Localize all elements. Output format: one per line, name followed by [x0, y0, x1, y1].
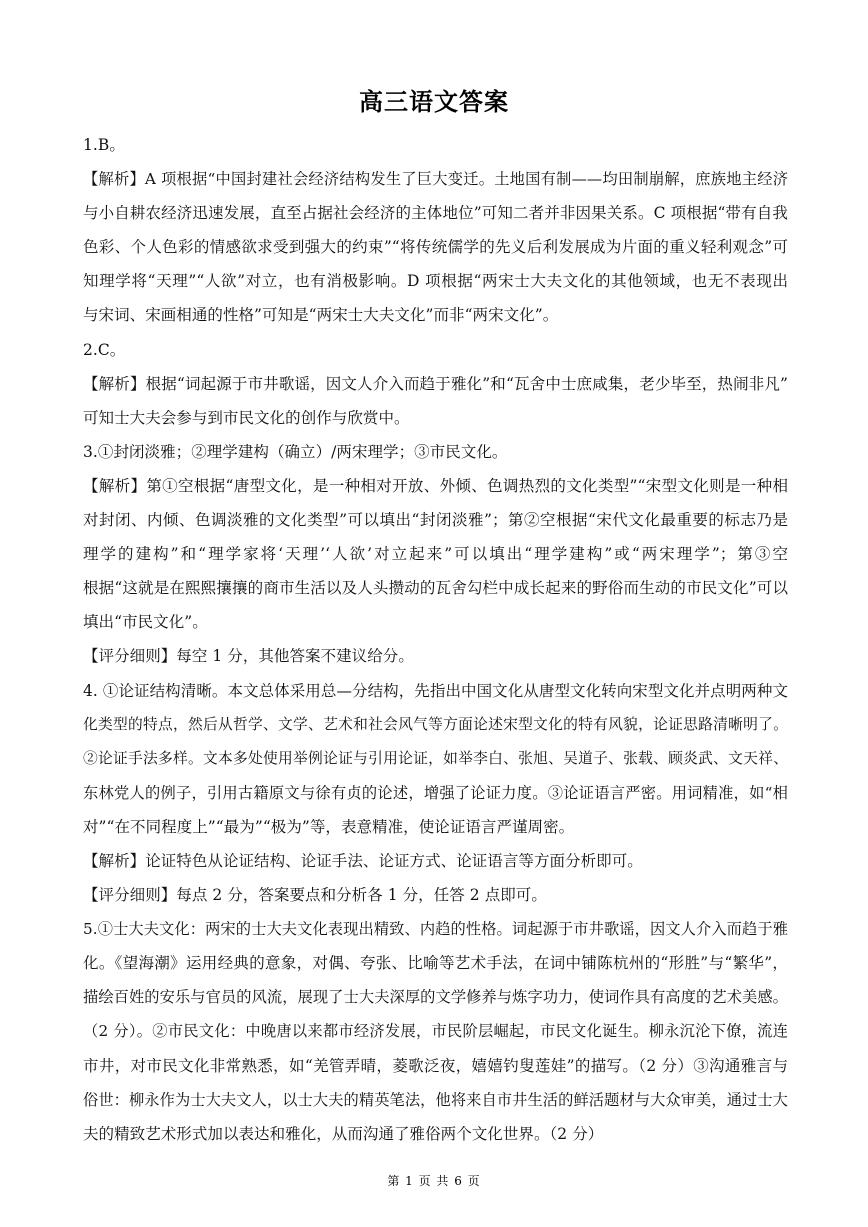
text-line: 对封闭、内倾、色调淡雅的文化类型”可以填出“封闭淡雅”；第②空根据“宋代文化最重要的标志乃是 — [83, 511, 788, 530]
text-line: 市井，对市民文化非常熟悉，如“羌管弄晴，菱歌泛夜，嬉嬉钓叟莲娃”的描写。（2 分）③沟通雅言与 — [83, 1056, 788, 1075]
text-line: 对”“在不同程度上”“最为”“极为”等，表意精准，使论证语言严谨周密。 — [83, 817, 575, 836]
text-line: 【评分细则】每点 2 分，答案要点和分析各 1 分，任答 2 点即可。 — [83, 886, 547, 905]
text-line: 可知士大夫会参与到市民文化的创作与欣赏中。 — [83, 408, 410, 427]
text-line: 与小自耕农经济迅速发展，直至占据社会经济的主体地位”可知二者并非因果关系。C 项根据“带有自我 — [83, 204, 788, 223]
text-line: 知理学将“天理”“人欲”对立，也有消极影响。D 项根据“两宋士大夫文化的其他领域，也无不表现出 — [83, 272, 788, 291]
text-line: 【解析】第①空根据“唐型文化，是一种相对开放、外倾、色调热烈的文化类型”“宋型文化则是一种相 — [83, 476, 788, 495]
document-title: 高三语文答案 — [359, 88, 509, 116]
page-footer: 第 1 页 共 6 页 — [387, 1174, 481, 1188]
text-line: 理学的建构”和“理学家将‘天理’‘人欲’对立起来”可以填出“理学建构”或“两宋理学”；第③空 — [83, 545, 788, 564]
text-line: 色彩、个人色彩的情感欲求受到强大的约束”“将传统儒学的先义后利发展成为片面的重义轻利观念”可 — [83, 238, 788, 257]
text-line: ②论证手法多样。文本多处使用举例论证与引用论证，如举李白、张旭、吴道子、张载、顾炎武、文天祥、 — [83, 749, 788, 767]
text-line: 3.①封闭淡雅；②理学建构（确立）/两宋理学；③市民文化。 — [83, 442, 508, 461]
text-line: 化类型的特点，然后从哲学、文学、艺术和社会风气等方面论述宋型文化的特有风貌，论证思路清晰明了。 — [83, 715, 788, 733]
text-line: 5.①士大夫文化：两宋的士大夫文化表现出精致、内趋的性格。词起源于市井歌谣，因文人介入而趋于雅 — [83, 920, 788, 939]
text-line: 2.C。 — [83, 340, 126, 359]
text-line: 与宋词、宋画相通的性格”可知是“两宋士大夫文化”而非“两宋文化”。 — [83, 306, 559, 325]
text-line: 4. ①论证结构清晰。本文总体采用总—分结构，先指出中国文化从唐型文化转向宋型文化并点明两种文 — [83, 681, 788, 700]
text-line: 填出“市民文化”。 — [83, 613, 208, 632]
text-line: 俗世：柳永作为士大夫文人，以士大夫的精英笔法，他将来自市井生活的鲜活题材与大众审美，通过士大 — [83, 1090, 788, 1109]
text-line: 夫的精致艺术形式加以表达和雅化，从而沟通了雅俗两个文化世界。（2 分） — [83, 1124, 604, 1143]
text-line: 东林党人的例子，引用古籍原文与徐有贞的论述，增强了论证力度。③论证语言严密。用词精准，如“相 — [83, 783, 788, 802]
text-line: 【评分细则】每空 1 分，其他答案不建议给分。 — [83, 647, 414, 666]
text-line: 描绘百姓的安乐与官员的风流，展现了士大夫深厚的文学修养与炼字功力，使词作具有高度的艺术美感。 — [83, 988, 788, 1007]
text-line: 【解析】A 项根据“中国封建社会经济结构发生了巨大变迁。土地国有制——均田制崩解，庶族地主经济 — [83, 170, 788, 189]
text-line: 根据“这就是在熙熙攘攘的商市生活以及人头攒动的瓦舍勾栏中成长起来的野俗而生动的市民文化”可以 — [83, 579, 788, 598]
text-line: 化。《望海潮》运用经典的意象，对偶、夸张、比喻等艺术手法，在词中铺陈杭州的“形胜”与“繁华”， — [83, 954, 788, 973]
text-line: 【解析】根据“词起源于市井歌谣，因文人介入而趋于雅化”和“瓦舍中士庶咸集，老少毕至，热闹非凡” — [83, 374, 788, 393]
text-line: 1.B。 — [83, 136, 125, 154]
text-line: 【解析】论证特色从论证结构、论证手法、论证方式、论证语言等方面分析即可。 — [83, 851, 643, 870]
text-line: （2 分）。②市民文化：中晚唐以来都市经济发展，市民阶层崛起，市民文化诞生。柳永沉沦下僚，流连 — [83, 1022, 788, 1041]
document-body — [83, 128, 788, 1151]
